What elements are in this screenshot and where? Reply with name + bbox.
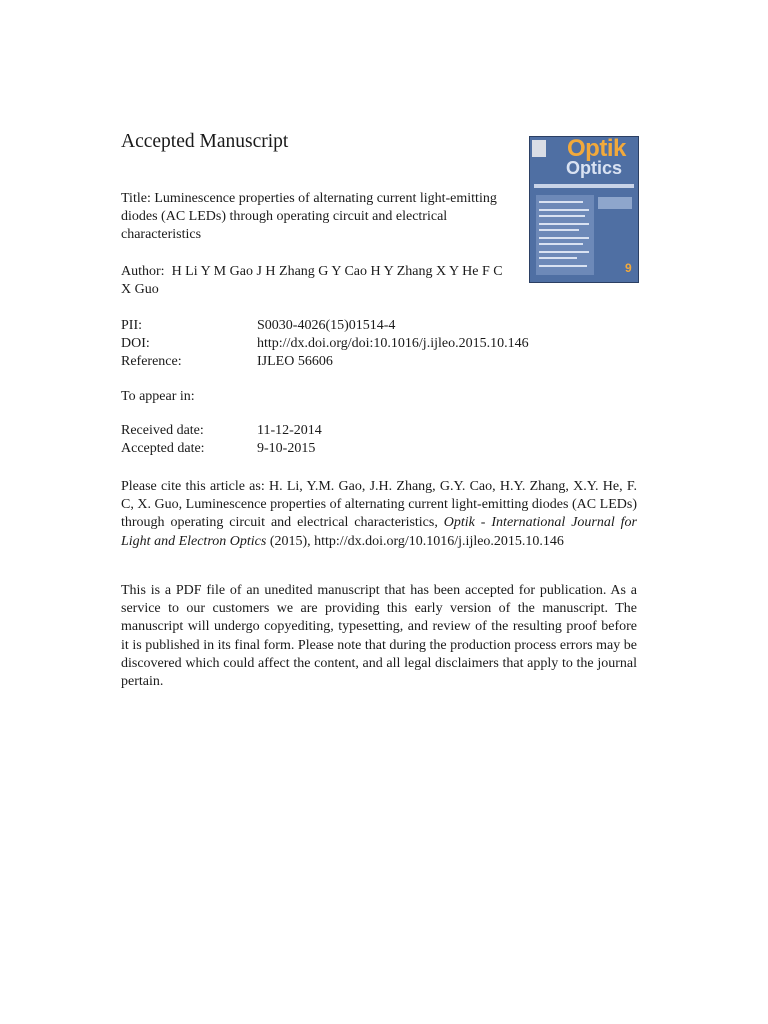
title-text: Luminescence properties of alternating current light-emitting diodes (AC LEDs) through operating circuit and electrical characteristics	[121, 191, 497, 242]
publisher-logo	[532, 140, 546, 157]
page-heading: Accepted Manuscript	[121, 131, 289, 152]
title-label: Title:	[121, 191, 151, 206]
cover-highlights-panel	[536, 195, 594, 275]
received-date-row	[121, 422, 322, 440]
accepted-date-row	[121, 440, 315, 458]
citation-prefix: Please cite this article as: H. Li, Y.M. Gao, J.H. Zhang, G.Y. Cao, H.Y. Zhang, X.Y. He, F. C, X. Guo, Luminescence properties of alternating current light-emitting diodes (AC LEDs) through operating circuit and electrical characteristics,	[121, 479, 637, 531]
cover-subtitle-band	[534, 184, 634, 188]
citation-paragraph	[121, 478, 637, 551]
field-label: DOI:	[121, 336, 150, 351]
field-row-reference	[121, 353, 333, 371]
cover-title-optics: Optics	[566, 158, 623, 178]
date-label: Accepted date:	[121, 441, 205, 456]
date-value: 11-12-2014	[257, 423, 322, 438]
field-value: IJLEO 56606	[257, 354, 333, 369]
article-title	[121, 190, 516, 244]
field-value: S0030-4026(15)01514-4	[257, 318, 396, 333]
cover-issue-number: 9	[625, 261, 632, 275]
journal-cover-image	[529, 136, 639, 283]
field-row-doi	[121, 335, 529, 353]
field-row-pii	[121, 317, 395, 335]
citation-suffix: (2015), http://dx.doi.org/10.1016/j.ijleo.2015.10.146	[269, 533, 564, 549]
field-label: PII:	[121, 318, 142, 333]
cover-title-optik: Optik	[567, 136, 626, 162]
field-label: Reference:	[121, 354, 182, 369]
disclaimer-paragraph: This is a PDF file of an unedited manuscript that has been accepted for publication. As a service to our customers we are providing this early version of the manuscript. The manuscript will undergo copyediting, typesetting, and review of the resulting proof before it is published in its final form. Please note that during the production process errors may be discovered which could affect the content, and all legal disclaimers that apply to the journal pertain.	[121, 583, 637, 690]
date-label: Received date:	[121, 423, 204, 438]
to-appear-label: To appear in:	[121, 389, 195, 404]
doi-link[interactable]: http://dx.doi.org/doi:10.1016/j.ijleo.2015.10.146	[257, 336, 529, 351]
author-label: Author:	[121, 264, 165, 279]
citation-journal: Optik - International Journal for Light and Electron Optics	[121, 515, 638, 549]
article-authors	[121, 263, 516, 299]
cover-side-text	[598, 197, 632, 209]
date-value: 9-10-2015	[257, 441, 316, 456]
author-text: H Li Y M Gao J H Zhang G Y Cao H Y Zhang X Y He F C X Guo	[121, 264, 503, 297]
